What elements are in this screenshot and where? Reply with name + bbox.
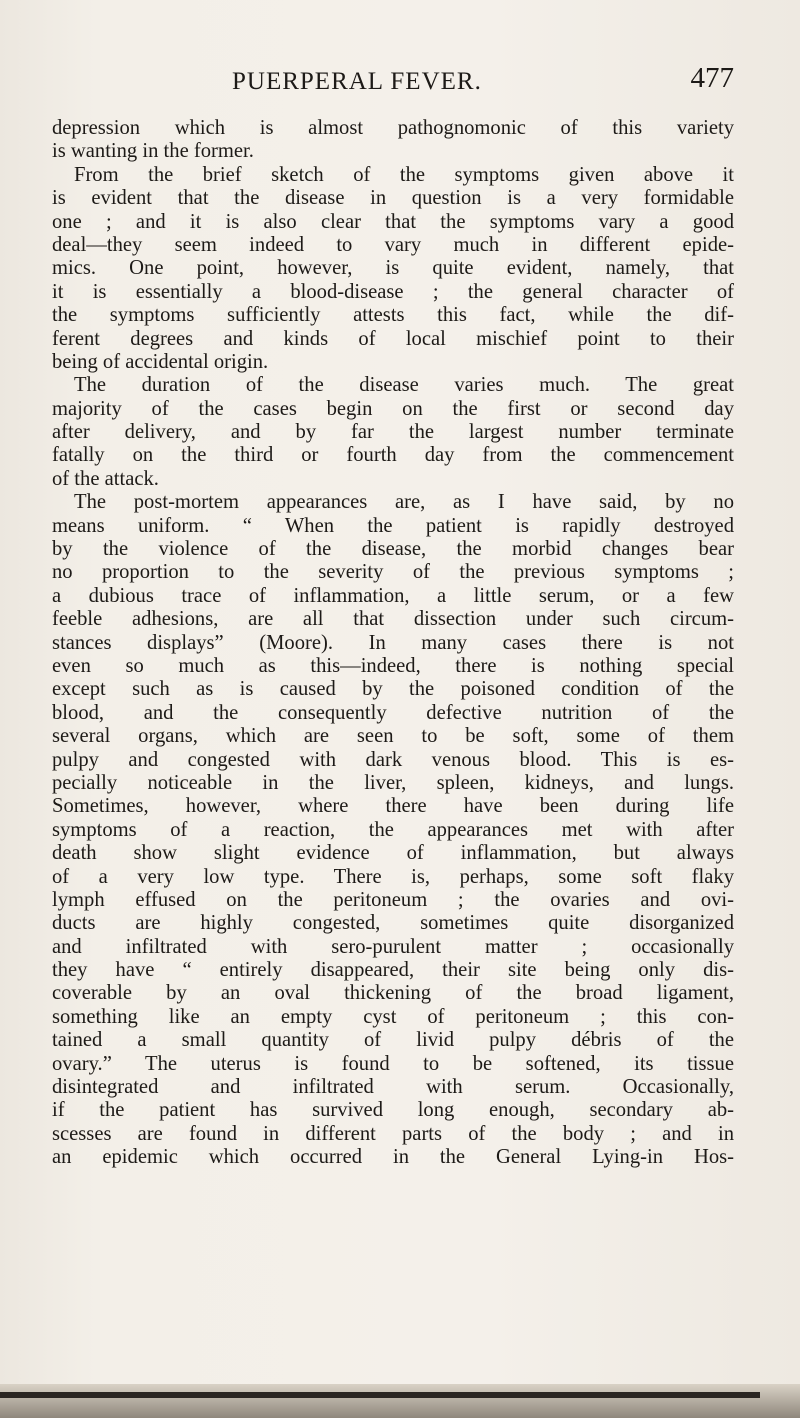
text-line: stances displays” (Moore). In many cases there is not: [52, 631, 734, 654]
text-line: several organs, which are seen to be soft, some of them: [52, 725, 734, 748]
text-line: by the violence of the disease, the morbid changes bear: [52, 538, 734, 561]
text-line: no proportion to the severity of the previous symptoms ;: [52, 561, 734, 584]
text-line: if the patient has survived long enough, secondary ab-: [52, 1099, 734, 1122]
text-line: disintegrated and infiltrated with serum. Occasionally,: [52, 1076, 734, 1099]
text-line: The post-mortem appearances are, as I have said, by no: [74, 491, 734, 514]
text-line: of the attack.: [52, 467, 159, 490]
text-line: being of accidental origin.: [52, 350, 269, 373]
binding-edge: [0, 1384, 800, 1418]
text-line: blood, and the consequently defective nutrition of the: [52, 701, 734, 724]
text-line: lymph effused on the peritoneum ; the ovaries and ovi-: [52, 888, 734, 911]
text-line: deal—they seem indeed to vary much in different epide-: [52, 233, 734, 256]
text-line: pecially noticeable in the liver, spleen, kidneys, and lungs.: [52, 771, 734, 794]
text-line: the symptoms sufficiently attests this fact, while the dif-: [52, 304, 734, 327]
text-line: is evident that the disease in question is a very formidable: [52, 187, 734, 210]
text-line: feeble adhesions, are all that dissection under such circum-: [52, 608, 734, 631]
text-line: they have “ entirely disappeared, their site being only dis-: [52, 959, 734, 982]
text-line: it is essentially a blood-disease ; the general character of: [52, 280, 734, 303]
text-line: From the brief sketch of the symptoms given above it: [74, 163, 734, 186]
page-number: 477: [690, 62, 734, 94]
body-text: [52, 117, 734, 1170]
text-line: mics. One point, however, is quite evident, namely, that: [52, 257, 734, 280]
text-line: The duration of the disease varies much. The great: [74, 374, 734, 397]
page-header: [52, 56, 734, 96]
text-line: is wanting in the former.: [52, 140, 254, 163]
text-line: pulpy and congested with dark venous blood. This is es-: [52, 748, 734, 771]
text-line: except such as is caused by the poisoned condition of the: [52, 678, 734, 701]
text-line: one ; and it is also clear that the symptoms vary a good: [52, 210, 734, 233]
text-line: Sometimes, however, where there have been during life: [52, 795, 734, 818]
text-line: ovary.” The uterus is found to be softened, its tissue: [52, 1052, 734, 1075]
text-line: coverable by an oval thickening of the broad ligament,: [52, 982, 734, 1005]
text-line: tained a small quantity of livid pulpy débris of the: [52, 1029, 734, 1052]
text-line: death show slight evidence of inflammation, but always: [52, 842, 734, 865]
text-line: after delivery, and by far the largest number terminate: [52, 421, 734, 444]
text-line: symptoms of a reaction, the appearances met with after: [52, 818, 734, 841]
text-line: fatally on the third or fourth day from the commencement: [52, 444, 734, 467]
binding-strip: [0, 1392, 760, 1398]
text-line: majority of the cases begin on the first or second day: [52, 397, 734, 420]
text-line: and infiltrated with sero-purulent matter ; occasionally: [52, 935, 734, 958]
text-line: ducts are highly congested, sometimes quite disorganized: [52, 912, 734, 935]
text-line: ferent degrees and kinds of local mischief point to their: [52, 327, 734, 350]
text-line: something like an empty cyst of peritoneum ; this con-: [52, 1005, 734, 1028]
text-line: a dubious trace of inflammation, a little serum, or a few: [52, 584, 734, 607]
running-title: PUERPERAL FEVER.: [232, 68, 482, 95]
text-line: an epidemic which occurred in the General Lying-in Hos-: [52, 1146, 734, 1169]
text-line: means uniform. “ When the patient is rapidly destroyed: [52, 514, 734, 537]
text-line: even so much as this—indeed, there is nothing special: [52, 654, 734, 677]
text-line: scesses are found in different parts of the body ; and in: [52, 1122, 734, 1145]
text-line: depression which is almost pathognomonic of this variety: [52, 117, 734, 139]
text-line: of a very low type. There is, perhaps, some soft flaky: [52, 865, 734, 888]
